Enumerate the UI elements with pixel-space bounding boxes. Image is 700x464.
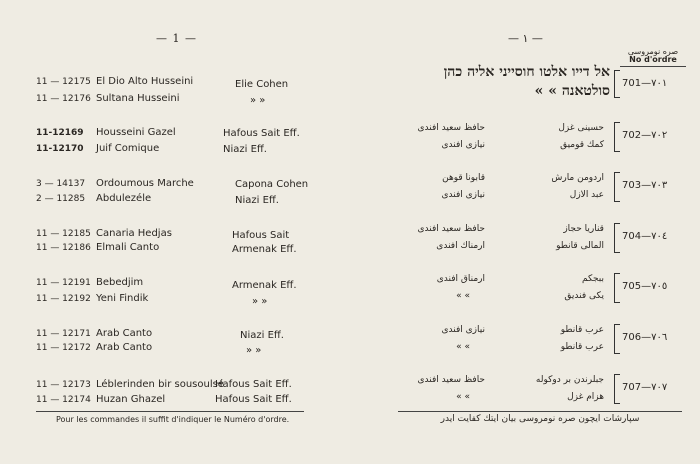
record-title-arabic: قناریا حجاز — [563, 224, 604, 234]
record-title: Housseini Gazel — [96, 127, 176, 138]
artist-arabic: حافظ سعید افندی — [417, 123, 485, 133]
record-artist: Armenak Eff. — [232, 280, 297, 291]
record-title-arabic: کمك قومیق — [560, 140, 604, 150]
record-title: Arab Canto — [96, 342, 153, 353]
right-footer-note: سپارشات ایچون صره نومروسی بیان ایتك كفایت ایدر — [440, 414, 640, 424]
record-title-arabic: المالی قانطو — [556, 241, 604, 251]
order-number: 705—٧٠٥ — [622, 281, 668, 292]
catalog-code: 11 — 12175 — [36, 77, 91, 87]
order-number: 703—٧٠٣ — [622, 180, 668, 191]
record-title-arabic: هزام غزل — [567, 392, 604, 402]
record-artist: Hafous Sait Eff. — [215, 379, 292, 390]
right-page-number: — ١ — — [508, 32, 543, 45]
artist-arabic: نیازی افندی — [441, 140, 485, 150]
left-footer-note: Pour les commandes il suffit d'indiquer le Numéro d'ordre. — [56, 415, 290, 424]
artist-arabic: قابونا قوهن — [442, 173, 485, 183]
left-page-number: — 1 — — [156, 32, 197, 45]
left-footer-rule — [36, 411, 304, 412]
record-title: Ordoumous Marche — [96, 178, 194, 189]
record-title-arabic: عبد الازل — [569, 190, 604, 200]
order-number: 706—٧٠٦ — [622, 332, 668, 343]
catalog-code: 2 — 11285 — [36, 194, 86, 204]
entry-brace — [614, 172, 620, 202]
record-artist: Capona Cohen — [235, 179, 309, 190]
artist-arabic: نیازی افندی — [441, 190, 485, 200]
entry-brace — [614, 374, 620, 404]
artist-arabic: ارمناق افندی — [436, 274, 485, 284]
catalog-code: 3 — 14137 — [36, 179, 86, 189]
catalog-code: 11 — 12185 — [36, 229, 91, 239]
artist-arabic: » » — [456, 342, 470, 352]
record-artist: Hafous Sait — [232, 230, 290, 241]
record-artist: Niazi Eff. — [235, 195, 279, 206]
record-title-hebrew: אל דייו אלטו חוסייני אליה כהן — [443, 64, 610, 80]
record-title: Canaria Hedjas — [96, 228, 172, 239]
record-artist: Armenak Eff. — [232, 244, 297, 255]
record-title: Elmali Canto — [96, 242, 160, 253]
entry-brace — [614, 70, 620, 98]
catalog-code: 11 — 12174 — [36, 395, 91, 405]
artist-arabic: حافظ سعید افندی — [417, 375, 485, 385]
record-title: Bebedjim — [96, 277, 144, 288]
record-title: Sultana Husseini — [96, 93, 180, 104]
record-artist: Hafous Sait Eff. — [215, 394, 292, 405]
catalog-code: 11 — 12176 — [36, 94, 91, 104]
order-number: 701—٧٠١ — [622, 78, 668, 89]
record-title: Yeni Findik — [96, 293, 149, 304]
entry-brace — [614, 122, 620, 152]
order-header-french: No d'ordre — [629, 55, 677, 64]
record-artist: » » — [252, 296, 268, 307]
order-header-rule — [620, 66, 686, 67]
catalog-code: 11-12169 — [36, 128, 84, 138]
record-title-arabic: عرب قانطو — [560, 342, 604, 352]
order-number: 707—٧٠٧ — [622, 382, 668, 393]
record-artist: Niazi Eff. — [240, 330, 284, 341]
record-title: Arab Canto — [96, 328, 153, 339]
record-artist: » » — [250, 95, 266, 106]
record-title: Léblerinden bir sousoulsé — [96, 379, 224, 390]
record-title: Huzan Ghazel — [96, 394, 166, 405]
artist-arabic: نیازی افندی — [441, 325, 485, 335]
record-title-arabic: عرب قانطو — [560, 325, 604, 335]
record-artist: Elie Cohen — [235, 79, 289, 90]
catalog-code: 11 — 12186 — [36, 243, 91, 253]
catalog-code: 11-12170 — [36, 144, 84, 154]
entry-brace — [614, 324, 620, 354]
right-footer-rule — [398, 411, 682, 412]
record-artist: Niazi Eff. — [223, 144, 267, 155]
order-number: 702—٧٠٢ — [622, 130, 668, 141]
artist-arabic: » » — [456, 392, 470, 402]
record-title-arabic: اردومن مارش — [551, 173, 604, 183]
record-title-hebrew: סולטאנה » » — [534, 83, 610, 99]
artist-arabic: » » — [456, 291, 470, 301]
entry-brace — [614, 223, 620, 253]
catalog-code: 11 — 12171 — [36, 329, 91, 339]
catalog-code: 11 — 12192 — [36, 294, 91, 304]
record-title: El Dio Alto Husseini — [96, 76, 194, 87]
record-title-arabic: یکی فندیق — [564, 291, 604, 301]
order-header-arabic: صره نومروسی — [627, 47, 679, 56]
artist-arabic: حافظ سعید افندی — [417, 224, 485, 234]
entry-brace — [614, 273, 620, 303]
catalog-code: 11 — 12173 — [36, 380, 91, 390]
catalog-code: 11 — 12172 — [36, 343, 91, 353]
right-page — [350, 0, 700, 464]
record-title: Abdulezéle — [96, 193, 152, 204]
artist-arabic: ارمناك افندی — [436, 241, 485, 251]
record-title: Juif Comique — [96, 143, 160, 154]
record-title-arabic: ببجکم — [582, 274, 604, 284]
record-title-arabic: جبلرندن بر دوکوله — [535, 375, 604, 385]
record-artist: Hafous Sait Eff. — [223, 128, 300, 139]
order-number: 704—٧٠٤ — [622, 231, 668, 242]
record-title-arabic: حسینی غزل — [558, 123, 604, 133]
record-artist: » » — [246, 345, 262, 356]
catalog-code: 11 — 12191 — [36, 278, 91, 288]
